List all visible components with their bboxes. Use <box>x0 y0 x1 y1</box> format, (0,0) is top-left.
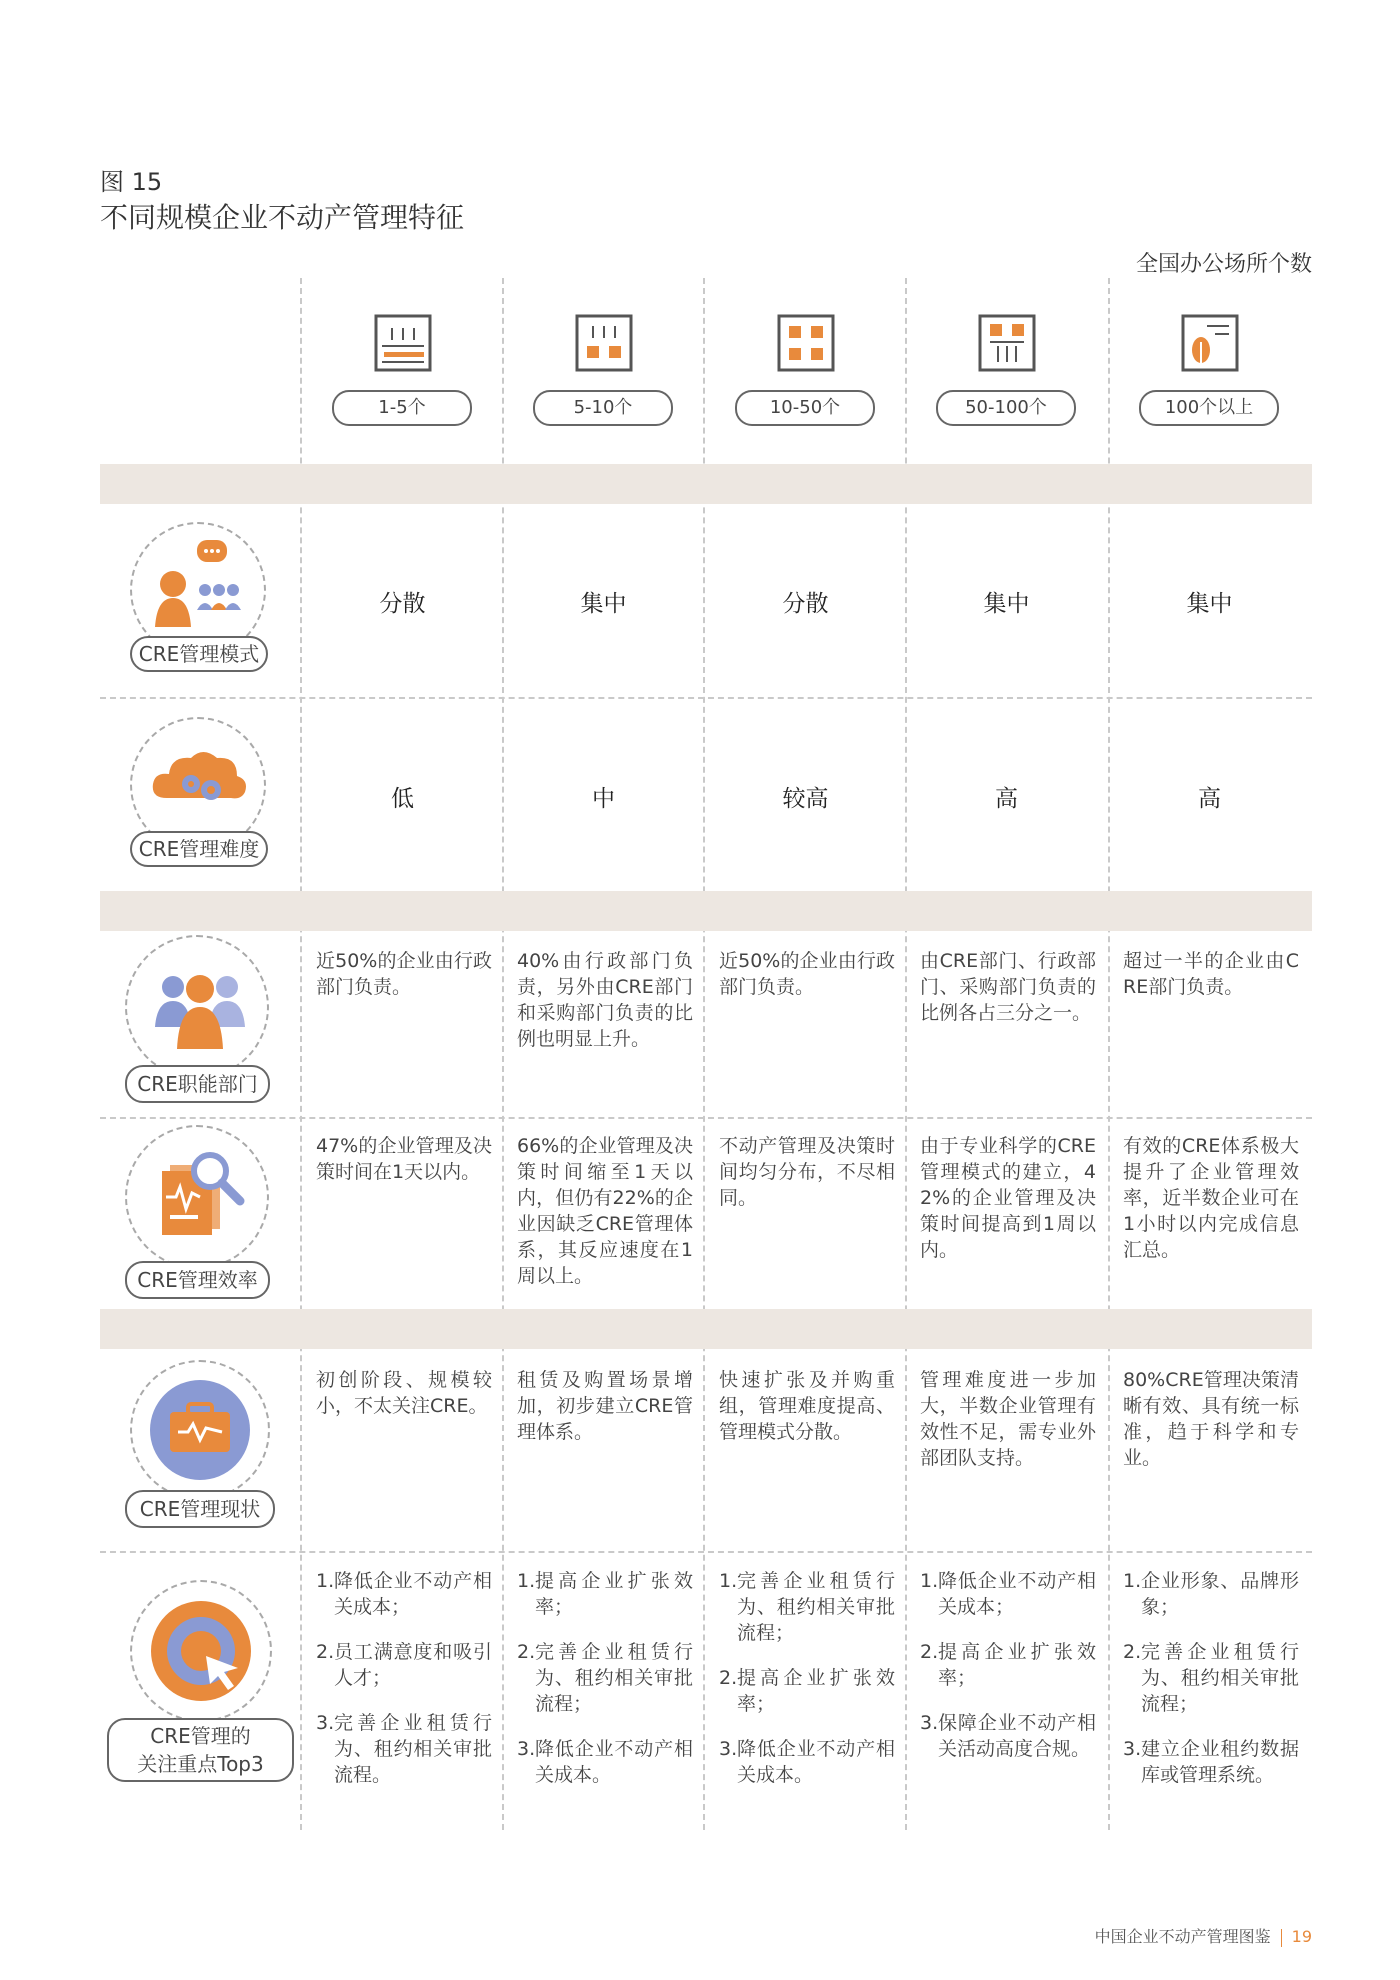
building-four-windows-icon <box>777 314 835 372</box>
focus-item: 2. 员工满意度和吸引人才； <box>316 1641 492 1689</box>
cell-efficiency: 不动产管理及决策时间均匀分布，不尽相同。 <box>719 1135 895 1209</box>
focus-item: 1. 企业形象、品牌形象； <box>1123 1570 1299 1618</box>
column-divider <box>300 278 302 1830</box>
cell-focus <box>1123 1568 1299 1807</box>
row-head-mode <box>100 510 300 690</box>
row-label: CRE管理模式 <box>130 636 268 672</box>
cell-status: 租赁及购置场景增加，初步建立CRE管理体系。 <box>517 1369 693 1443</box>
focus-item: 2. 完善企业租赁行为、租约相关审批流程； <box>1123 1641 1299 1715</box>
cell-status: 快速扩张及并购重组，管理难度提高、管理模式分散。 <box>719 1369 895 1443</box>
cell-mode: 分散 <box>782 591 829 617</box>
cell-efficiency: 47%的企业管理及决策时间在1天以内。 <box>316 1135 492 1183</box>
cell-status: 80%CRE管理决策清晰有效、具有统一标准，趋于科学和专业。 <box>1123 1369 1299 1469</box>
section-band <box>100 891 1312 931</box>
column-label: 100个以上 <box>1139 390 1279 426</box>
cell-difficulty: 高 <box>995 786 1018 812</box>
row-label: CRE管理效率 <box>125 1261 270 1299</box>
publication-title: 中国企业不动产管理图鉴 <box>1094 1927 1271 1946</box>
column-header-100-plus <box>1109 300 1310 430</box>
column-label: 1-5个 <box>332 390 472 426</box>
cell-mode: 集中 <box>983 591 1030 617</box>
row-divider <box>100 1551 1312 1553</box>
cell-mode: 分散 <box>379 591 426 617</box>
cell-mode: 集中 <box>1186 591 1233 617</box>
cell-department: 由CRE部门、行政部门、采购部门负责的比例各占三分之一。 <box>920 950 1096 1024</box>
target-cursor-icon <box>148 1598 254 1704</box>
page-footer <box>1095 1924 1312 1947</box>
focus-item: 1. 降低企业不动产相关成本； <box>316 1570 492 1618</box>
column-label: 10-50个 <box>735 390 875 426</box>
footer-separator <box>1281 1929 1282 1947</box>
cell-focus <box>517 1568 693 1807</box>
row-label <box>107 1718 294 1782</box>
row-head-efficiency <box>100 1125 300 1305</box>
column-divider <box>1108 278 1110 1830</box>
column-label: 5-10个 <box>533 390 673 426</box>
figure-number: 图 15 <box>100 168 163 196</box>
row-label: CRE职能部门 <box>125 1065 270 1103</box>
cell-department: 近50%的企业由行政部门负责。 <box>719 950 895 998</box>
focus-item: 3. 降低企业不动产相关成本。 <box>719 1738 895 1786</box>
cell-focus <box>316 1568 492 1807</box>
row-label-line-1: CRE管理的 <box>150 1724 251 1748</box>
cell-mode: 集中 <box>580 591 627 617</box>
row-divider <box>100 697 1312 699</box>
cell-difficulty: 高 <box>1198 786 1221 812</box>
cell-department: 近50%的企业由行政部门负责。 <box>316 950 492 998</box>
people-chat-icon <box>145 532 255 642</box>
document-magnifier-icon <box>148 1137 258 1257</box>
row-divider <box>100 1117 1312 1119</box>
cell-efficiency: 有效的CRE体系极大提升了企业管理效率，近半数企业可在1小时以内完成信息汇总。 <box>1123 1135 1299 1261</box>
row-label: CRE管理现状 <box>125 1490 275 1528</box>
focus-item: 2. 提高企业扩张效率； <box>920 1641 1096 1689</box>
cloud-gears-icon <box>145 730 255 830</box>
section-band <box>100 1309 1312 1349</box>
column-header-1-5 <box>302 300 503 430</box>
cell-status: 管理难度进一步加大，半数企业管理有效性不足，需专业外部团队支持。 <box>920 1369 1096 1469</box>
focus-item: 3. 保障企业不动产相关活动高度合规。 <box>920 1712 1096 1760</box>
column-header-5-10 <box>503 300 704 430</box>
building-leaf-icon <box>1181 314 1239 372</box>
focus-item: 3. 降低企业不动产相关成本。 <box>517 1738 693 1786</box>
column-header-10-50 <box>705 300 906 430</box>
focus-item: 1. 完善企业租赁行为、租约相关审批流程； <box>719 1570 895 1644</box>
figure-title: 不同规模企业不动产管理特征 <box>100 201 465 234</box>
row-label-line-2: 关注重点Top3 <box>137 1752 264 1776</box>
row-head-focus <box>100 1580 300 1820</box>
column-header-50-100 <box>906 300 1107 430</box>
cell-focus <box>920 1568 1096 1781</box>
column-divider <box>502 278 504 1830</box>
row-head-difficulty <box>100 705 300 885</box>
column-divider <box>703 278 705 1830</box>
cell-efficiency: 由于专业科学的CRE管理模式的建立，42%的企业管理及决策时间提高到1周以内。 <box>920 1135 1096 1261</box>
focus-item: 2. 完善企业租赁行为、租约相关审批流程； <box>517 1641 693 1715</box>
cell-efficiency: 66%的企业管理及决策时间缩至1天以内，但仍有22%的企业因缺乏CRE管理体系，其反应速度在1周以上。 <box>517 1135 693 1287</box>
focus-item: 3. 完善企业租赁行为、租约相关审批流程。 <box>316 1712 492 1786</box>
building-small-icon <box>374 314 432 372</box>
cell-focus <box>719 1568 895 1807</box>
cell-status: 初创阶段、规模较小，不太关注CRE。 <box>316 1369 492 1417</box>
building-two-windows-icon <box>575 314 633 372</box>
focus-item: 3. 建立企业租约数据库或管理系统。 <box>1123 1738 1299 1786</box>
cell-department: 40%由行政部门负责，另外由CRE部门和采购部门负责的比例也明显上升。 <box>517 950 693 1050</box>
section-band <box>100 464 1312 504</box>
row-head-status <box>100 1360 300 1545</box>
focus-item: 1. 提高企业扩张效率； <box>517 1570 693 1618</box>
cell-difficulty: 低 <box>391 786 414 812</box>
three-people-icon <box>145 957 255 1057</box>
column-group-label: 全国办公场所个数 <box>1135 252 1312 277</box>
row-label: CRE管理难度 <box>130 831 268 867</box>
focus-item: 2. 提高企业扩张效率； <box>719 1667 895 1715</box>
cell-department: 超过一半的企业由CRE部门负责。 <box>1123 950 1299 998</box>
building-columns-icon <box>978 314 1036 372</box>
focus-item: 1. 降低企业不动产相关成本； <box>920 1570 1096 1618</box>
briefcase-pulse-icon <box>148 1378 252 1482</box>
row-head-department <box>100 935 300 1110</box>
cell-difficulty: 较高 <box>782 786 829 812</box>
cell-difficulty: 中 <box>592 786 615 812</box>
column-divider <box>905 278 907 1830</box>
column-label: 50-100个 <box>936 390 1076 426</box>
page-number: 19 <box>1291 1927 1312 1946</box>
